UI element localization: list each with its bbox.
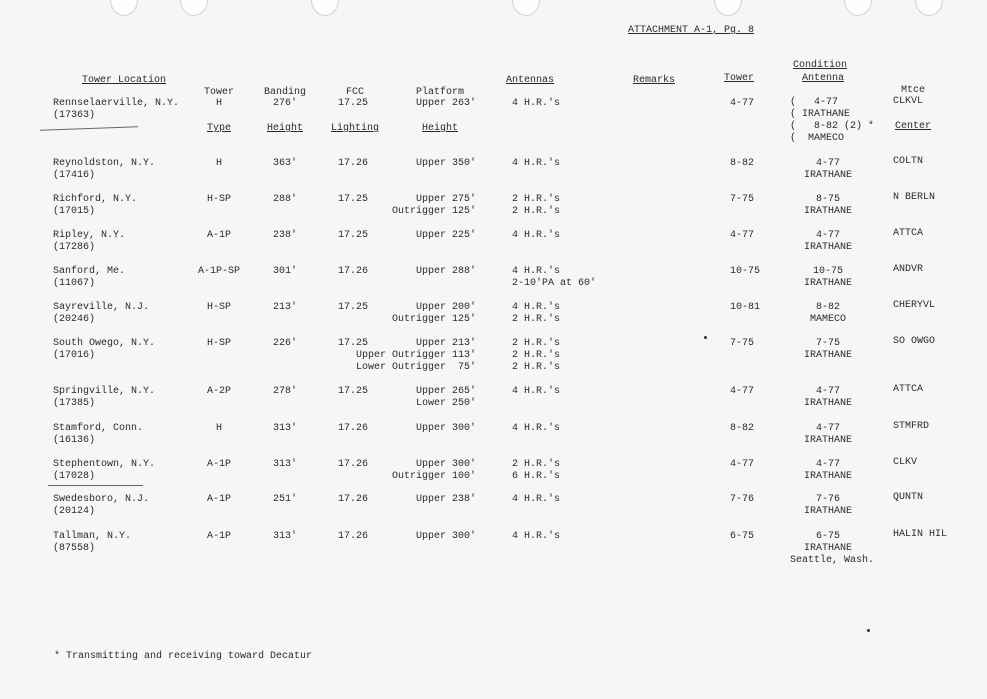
- condition-antenna: IRATHANE: [803, 170, 852, 181]
- tower-location: Reynoldston, N.Y.: [53, 158, 156, 169]
- mtce-center: ANDVR: [893, 264, 924, 275]
- header-remarks: Remarks: [633, 75, 676, 86]
- condition-antenna: 8-75: [815, 194, 840, 205]
- mtce-center: SO OWGO: [893, 336, 936, 347]
- platform-height: Upper 225': [415, 230, 476, 241]
- condition-tower: 4-77: [730, 386, 755, 397]
- antennas: 2 H.R.'s: [512, 362, 561, 373]
- condition-antenna: 4-77: [815, 158, 840, 169]
- antennas: 4 H.R.'s: [512, 266, 561, 277]
- condition-tower: 7-75: [730, 338, 755, 349]
- condition-antenna: IRATHANE: [803, 471, 852, 482]
- condition-tower: 4-77: [730, 98, 755, 109]
- condition-antenna: IRATHANE: [803, 398, 852, 409]
- tower-location: Swedesboro, N.J.: [53, 494, 150, 505]
- tower-location: Stamford, Conn.: [53, 423, 144, 434]
- antennas: 2 H.R.'s: [512, 459, 561, 470]
- tower-location: Richford, N.Y.: [53, 194, 138, 205]
- punch-hole: [915, 0, 943, 16]
- platform-height: Upper 265': [415, 386, 476, 397]
- condition-antenna: Seattle, Wash.: [790, 555, 875, 566]
- fcc-lighting: 17.25: [338, 194, 369, 205]
- tower-number: (17363): [53, 110, 96, 121]
- tower-type: A-1P: [206, 230, 231, 241]
- banding-height: 301': [272, 266, 297, 277]
- mtce-center: ATTCA: [893, 228, 924, 239]
- pen-stroke: [48, 485, 143, 486]
- fcc-lighting: 17.26: [338, 459, 369, 470]
- mtce-center: QUNTN: [893, 492, 924, 503]
- condition-antenna: MAMECO: [809, 314, 846, 325]
- tower-location: Sayreville, N.J.: [53, 302, 150, 313]
- tower-type: H: [215, 423, 222, 434]
- antennas: 4 H.R.'s: [512, 98, 561, 109]
- header-banding-height: Banding Height: [263, 87, 306, 134]
- antennas: 4 H.R.'s: [512, 386, 561, 397]
- fcc-lighting: 17.26: [338, 531, 369, 542]
- punch-hole: [180, 0, 208, 16]
- condition-tower: 4-77: [730, 230, 755, 241]
- condition-antenna: 4-77: [815, 386, 840, 397]
- tower-type: H: [215, 98, 222, 109]
- platform-height: Upper 213': [415, 338, 476, 349]
- condition-antenna: IRATHANE: [803, 506, 852, 517]
- header-antennas: Antennas: [506, 75, 555, 86]
- punch-hole: [512, 0, 540, 16]
- pen-stroke: [40, 126, 138, 130]
- mtce-center: STMFRD: [893, 421, 930, 432]
- antennas: 2-10'PA at 60': [512, 278, 597, 289]
- condition-antenna: ( 4-77: [790, 97, 839, 108]
- condition-tower: 8-82: [730, 158, 755, 169]
- punch-hole: [110, 0, 138, 16]
- tower-number: (20246): [53, 314, 96, 325]
- antennas: 4 H.R.'s: [512, 158, 561, 169]
- header-tower-location: Tower Location: [82, 75, 167, 86]
- banding-height: 226': [272, 338, 297, 349]
- antennas: 6 H.R.'s: [512, 471, 561, 482]
- condition-antenna: IRATHANE: [803, 242, 852, 253]
- condition-antenna: IRATHANE: [803, 206, 852, 217]
- header-tower-type: Tower Type: [203, 87, 234, 134]
- mtce-center: ATTCA: [893, 384, 924, 395]
- platform-height: Upper 350': [415, 158, 476, 169]
- header-condition: Condition: [792, 60, 847, 71]
- platform-height: Lower 250': [415, 398, 476, 409]
- platform-height: Upper 238': [415, 494, 476, 505]
- condition-antenna: ( IRATHANE: [790, 109, 851, 120]
- antennas: 4 H.R.'s: [512, 302, 561, 313]
- platform-height: Upper 263': [415, 98, 476, 109]
- tower-number: (16136): [53, 435, 96, 446]
- platform-height: Upper 300': [415, 423, 476, 434]
- platform-height: Outrigger 125': [391, 206, 476, 217]
- mtce-center: N BERLN: [893, 192, 936, 203]
- mtce-center: CLKVL: [893, 96, 924, 107]
- antennas: 2 H.R.'s: [512, 350, 561, 361]
- platform-height: Outrigger 125': [391, 314, 476, 325]
- platform-height: Upper 288': [415, 266, 476, 277]
- tower-location: Springville, N.Y.: [53, 386, 156, 397]
- condition-tower: 10-81: [730, 302, 761, 313]
- fcc-lighting: 17.25: [338, 302, 369, 313]
- tower-location: Sanford, Me.: [53, 266, 126, 277]
- condition-tower: 10-75: [730, 266, 761, 277]
- mtce-center: CLKV: [893, 457, 918, 468]
- mtce-center: CHERYVL: [893, 300, 936, 311]
- antennas: 4 H.R.'s: [512, 531, 561, 542]
- fcc-lighting: 17.26: [338, 494, 369, 505]
- banding-height: 213': [272, 302, 297, 313]
- antennas: 4 H.R.'s: [512, 423, 561, 434]
- condition-antenna: IRATHANE: [803, 435, 852, 446]
- header-condition-antenna: Antenna: [802, 73, 845, 84]
- tower-type: A-1P: [206, 531, 231, 542]
- tower-location: Stephentown, N.Y.: [53, 459, 156, 470]
- condition-antenna: 4-77: [815, 459, 840, 470]
- attachment-label: ATTACHMENT A-1, Pg. 8: [628, 25, 755, 36]
- scan-speck: [704, 336, 707, 339]
- banding-height: 251': [272, 494, 297, 505]
- tower-number: (17286): [53, 242, 96, 253]
- mtce-center: COLTN: [893, 156, 924, 167]
- tower-type: H-SP: [206, 338, 231, 349]
- tower-location: Tallman, N.Y.: [53, 531, 132, 542]
- tower-type: H-SP: [206, 302, 231, 313]
- condition-tower: 6-75: [730, 531, 755, 542]
- mtce-center: HALIN HIL: [893, 529, 948, 540]
- tower-type: A-2P: [206, 386, 231, 397]
- platform-height: Lower Outrigger 75': [355, 362, 476, 373]
- platform-height: Upper 300': [415, 531, 476, 542]
- banding-height: 313': [272, 423, 297, 434]
- tower-type: A-1P: [206, 494, 231, 505]
- tower-number: (20124): [53, 506, 96, 517]
- tower-type: A-1P-SP: [197, 266, 240, 277]
- tower-number: (17416): [53, 170, 96, 181]
- tower-location: Rennselaerville, N.Y.: [53, 98, 180, 109]
- condition-antenna: 4-77: [815, 230, 840, 241]
- tower-number: (87558): [53, 543, 96, 554]
- header-fcc-lighting: FCC Lighting: [330, 87, 379, 134]
- antennas: 4 H.R.'s: [512, 494, 561, 505]
- tower-number: (11067): [53, 278, 96, 289]
- condition-antenna: 7-76: [815, 494, 840, 505]
- platform-height: Upper 300': [415, 459, 476, 470]
- fcc-lighting: 17.25: [338, 98, 369, 109]
- condition-tower: 7-75: [730, 194, 755, 205]
- platform-height: Upper 200': [415, 302, 476, 313]
- tower-type: A-1P: [206, 459, 231, 470]
- condition-antenna: IRATHANE: [803, 350, 852, 361]
- tower-location: Ripley, N.Y.: [53, 230, 126, 241]
- condition-antenna: 7-75: [815, 338, 840, 349]
- banding-height: 278': [272, 386, 297, 397]
- fcc-lighting: 17.25: [338, 338, 369, 349]
- banding-height: 238': [272, 230, 297, 241]
- platform-height: Outrigger 100': [391, 471, 476, 482]
- condition-tower: 7-76: [730, 494, 755, 505]
- footnote: * Transmitting and receiving toward Decatur: [54, 651, 313, 662]
- banding-height: 313': [272, 531, 297, 542]
- condition-antenna: 8-82: [815, 302, 840, 313]
- banding-height: 313': [272, 459, 297, 470]
- antennas: 2 H.R.'s: [512, 338, 561, 349]
- condition-antenna: 4-77: [815, 423, 840, 434]
- fcc-lighting: 17.25: [338, 386, 369, 397]
- condition-antenna: ( MAMECO: [790, 133, 845, 144]
- condition-antenna: 10-75: [812, 266, 843, 277]
- tower-number: (17016): [53, 350, 96, 361]
- antennas: 2 H.R.'s: [512, 314, 561, 325]
- banding-height: 288': [272, 194, 297, 205]
- condition-antenna: IRATHANE: [803, 543, 852, 554]
- platform-height: Upper 275': [415, 194, 476, 205]
- antennas: 4 H.R.'s: [512, 230, 561, 241]
- fcc-lighting: 17.25: [338, 230, 369, 241]
- fcc-lighting: 17.26: [338, 158, 369, 169]
- fcc-lighting: 17.26: [338, 423, 369, 434]
- header-condition-tower: Tower: [724, 73, 755, 84]
- tower-number: (17385): [53, 398, 96, 409]
- tower-number: (17015): [53, 206, 96, 217]
- punch-hole: [714, 0, 742, 16]
- tower-location: South Owego, N.Y.: [53, 338, 156, 349]
- punch-hole: [844, 0, 872, 16]
- tower-type: H-SP: [206, 194, 231, 205]
- tower-type: H: [215, 158, 222, 169]
- condition-tower: 8-82: [730, 423, 755, 434]
- punch-hole: [311, 0, 339, 16]
- fcc-lighting: 17.26: [338, 266, 369, 277]
- tower-number: (17028): [53, 471, 96, 482]
- header-platform-height: Platform Height: [415, 87, 464, 134]
- header-mtce-center: Mtce Center: [894, 85, 931, 132]
- antennas: 2 H.R.'s: [512, 206, 561, 217]
- antennas: 2 H.R.'s: [512, 194, 561, 205]
- scan-speck: [867, 629, 870, 632]
- condition-antenna: 6-75: [815, 531, 840, 542]
- platform-height: Upper Outrigger 113': [355, 350, 476, 361]
- banding-height: 363': [272, 158, 297, 169]
- condition-antenna: IRATHANE: [803, 278, 852, 289]
- condition-antenna: ( 8-82 (2) *: [790, 121, 875, 132]
- banding-height: 276': [272, 98, 297, 109]
- condition-tower: 4-77: [730, 459, 755, 470]
